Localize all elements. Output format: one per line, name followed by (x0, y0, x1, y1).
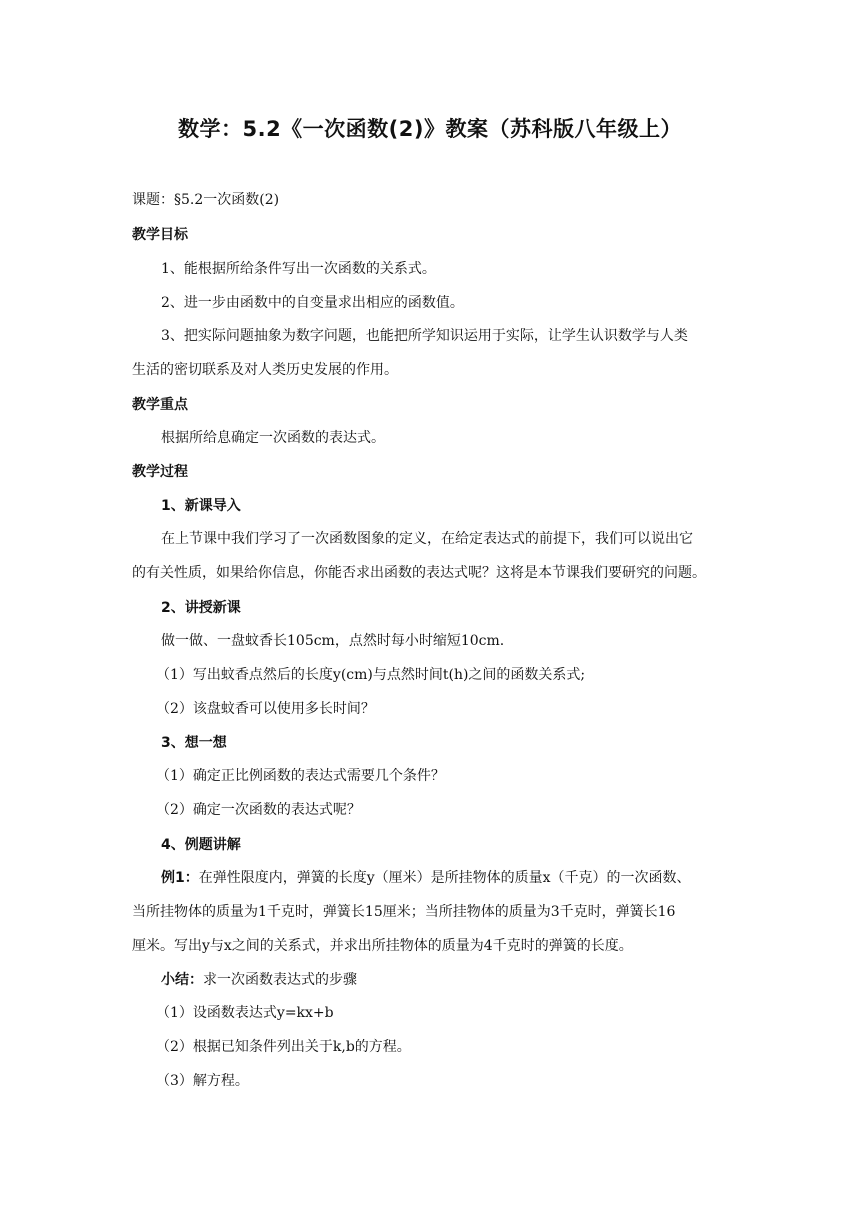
section-2-question-1: （1）写出蚊香点然后的长度y(cm)与点然时间t(h)之间的函数关系式; (156, 667, 586, 683)
summary-step-1: （1）设函数表达式y=kx+b (156, 1005, 334, 1021)
section-4-heading: 4、例题讲解 (161, 837, 241, 853)
summary-label: 小结： (161, 972, 203, 988)
process-heading: 教学过程 (132, 464, 188, 480)
summary-step-2: （2）根据已知条件列出关于k,b的方程。 (156, 1039, 411, 1055)
section-1-line-1: 在上节课中我们学习了一次函数图象的定义，在给定表达式的前提下，我们可以说出它 (161, 531, 693, 547)
goal-2: 2、进一步由函数中的自变量求出相应的函数值。 (161, 295, 464, 311)
summary-step-3: （3）解方程。 (156, 1073, 249, 1089)
section-2-heading: 2、讲授新课 (161, 600, 241, 616)
section-3-question-1: （1）确定正比例函数的表达式需要几个条件？ (156, 768, 445, 784)
page-title: 数学：5.2《一次函数(2)》教案（苏科版八年级上） (177, 117, 682, 141)
example-1-line-3: 厘米。写出y与x之间的关系式，并求出所挂物体的质量为4千克时的弹簧的长度。 (132, 938, 633, 954)
section-2-question-2: （2）该盘蚊香可以使用多长时间？ (156, 701, 375, 717)
goal-3-line-2: 生活的密切联系及对人类历史发展的作用。 (132, 362, 398, 378)
summary-text: 求一次函数表达式的步骤 (203, 972, 357, 988)
goal-3-line-1: 3、把实际问题抽象为数字问题，也能把所学知识运用于实际，让学生认识数学与人类 (161, 328, 688, 344)
example-1-line-1 (161, 868, 691, 888)
example-1-line-2: 当所挂物体的质量为1千克时，弹簧长15厘米；当所挂物体的质量为3千克时，弹簧长16 (132, 904, 676, 920)
section-2-text: 做一做、一盘蚊香长105cm，点然时每小时缩短10cm. (161, 633, 505, 649)
section-3-question-2: （2）确定一次函数的表达式呢？ (156, 802, 361, 818)
goals-heading: 教学目标 (132, 227, 188, 243)
example-label: 例1： (161, 870, 199, 886)
goal-1: 1、能根据所给条件写出一次函数的关系式。 (161, 261, 436, 277)
key-points-text: 根据所给息确定一次函数的表达式。 (161, 430, 385, 446)
example-1-text: 在弹性限度内，弹簧的长度y（厘米）是所挂物体的质量x（千克）的一次函数、 (198, 870, 691, 886)
lesson-topic: 课题：§5.2一次函数(2) (132, 192, 280, 208)
key-points-heading: 教学重点 (132, 397, 188, 413)
section-3-heading: 3、想一想 (161, 735, 227, 751)
section-1-line-2: 的有关性质，如果给你信息，你能否求出函数的表达式呢？这将是本节课我们要研究的问题。 (132, 565, 706, 581)
section-1-heading: 1、新课导入 (161, 498, 241, 514)
summary-line (161, 970, 357, 990)
